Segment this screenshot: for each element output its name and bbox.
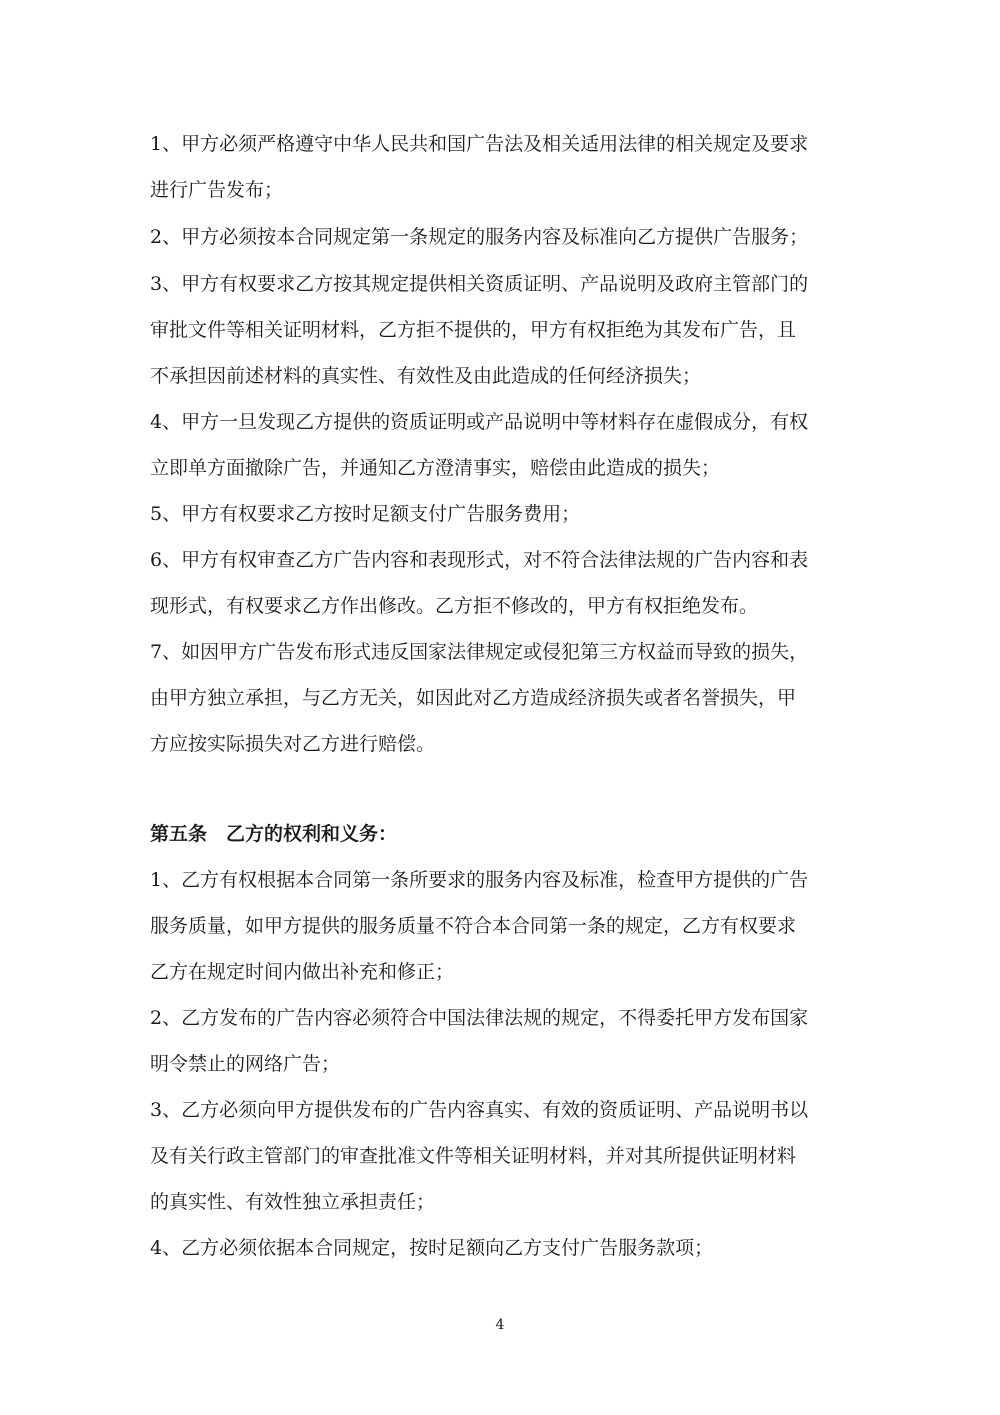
text-line: 1、乙方有权根据本合同第一条所要求的服务内容及标准，检查甲方提供的广告 (150, 869, 809, 891)
text-line: 现形式，有权要求乙方作出修改。乙方拒不修改的，甲方有权拒绝发布。 (150, 595, 759, 617)
text-line: 明令禁止的网络广告； (150, 1053, 341, 1075)
page-number: 4 (495, 1317, 505, 1333)
text-line: 的真实性、有效性独立承担责任； (150, 1191, 436, 1213)
text-line: 方应按实际损失对乙方进行赔偿。 (150, 733, 436, 755)
text-line: 立即单方面撤除广告，并通知乙方澄清事实，赔偿由此造成的损失； (150, 457, 721, 479)
text-line: 7、如因甲方广告发布形式违反国家法律规定或侵犯第三方权益而导致的损失， (150, 641, 809, 663)
text-line: 及有关行政主管部门的审查批准文件等相关证明材料，并对其所提供证明材料 (150, 1145, 797, 1167)
text-line: 1、甲方必须严格遵守中华人民共和国广告法及相关适用法律的相关规定及要求 (150, 133, 809, 155)
text-line: 乙方在规定时间内做出补充和修正； (150, 961, 455, 983)
text-line: 由甲方独立承担，与乙方无关，如因此对乙方造成经济损失或者名誉损失，甲 (150, 687, 797, 709)
text-line: 进行广告发布； (150, 179, 284, 201)
text-line: 6、甲方有权审查乙方广告内容和表现形式，对不符合法律法规的广告内容和表 (150, 549, 809, 571)
text-line: 4、乙方必须依据本合同规定，按时足额向乙方支付广告服务款项； (150, 1237, 714, 1259)
text-line: 2、甲方必须按本合同规定第一条规定的服务内容及标准向乙方提供广告服务； (150, 226, 809, 248)
text-line: 3、甲方有权要求乙方按其规定提供相关资质证明、产品说明及政府主管部门的 (150, 273, 809, 295)
text-line: 3、乙方必须向甲方提供发布的广告内容真实、有效的资质证明、产品说明书以 (150, 1099, 809, 1121)
text-line: 审批文件等相关证明材料，乙方拒不提供的，甲方有权拒绝为其发布广告，且 (150, 319, 797, 341)
text-line: 5、甲方有权要求乙方按时足额支付广告服务费用； (150, 503, 581, 525)
section-heading: 第五条 乙方的权利和义务： (150, 823, 398, 845)
text-line: 不承担因前述材料的真实性、有效性及由此造成的任何经济损失； (150, 365, 702, 387)
text-line: 2、乙方发布的广告内容必须符合中国法律法规的规定，不得委托甲方发布国家 (150, 1007, 809, 1029)
text-line: 服务质量，如甲方提供的服务质量不符合本合同第一条的规定，乙方有权要求 (150, 915, 797, 937)
text-line: 4、甲方一旦发现乙方提供的资质证明或产品说明中等材料存在虚假成分，有权 (150, 411, 809, 433)
